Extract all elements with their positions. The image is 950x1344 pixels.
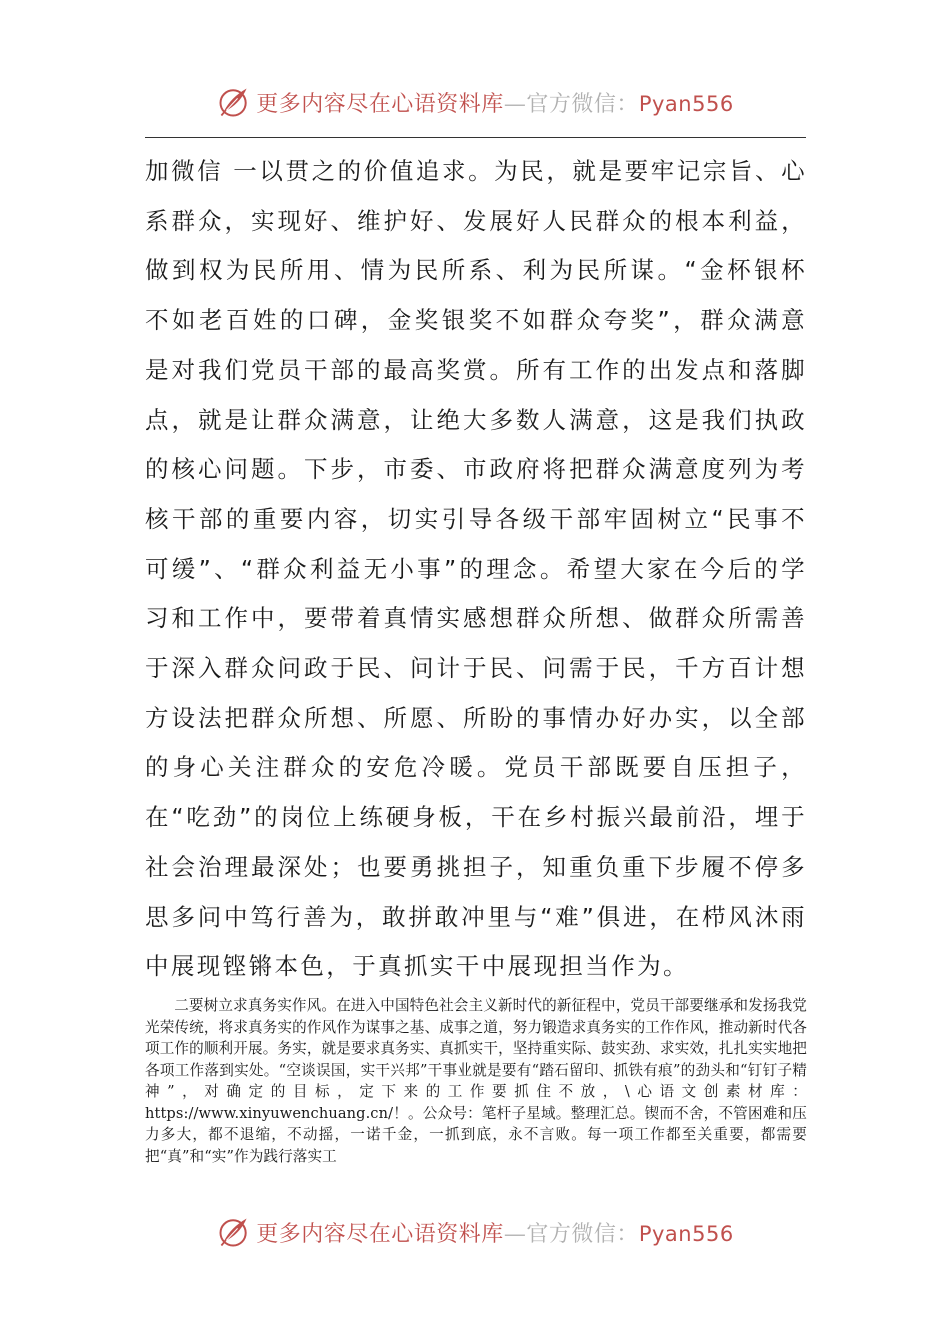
quill-pen-logo-icon bbox=[216, 84, 252, 120]
footer-banner bbox=[0, 1210, 950, 1254]
header-contact-label: 官方微信： bbox=[526, 91, 639, 117]
footer-contact-label: 官方微信： bbox=[526, 1221, 639, 1247]
header-separator: — bbox=[503, 91, 527, 117]
main-paragraph-small: 二要树立求真务实作风。在进入中国特色社会主义新时代的新征程中，党员干部要继承和发扬我党光荣传统，将求真务实的作风作为谋事之基、成事之道，努力锻造求真务实的工作作风，推动新时代各项工作的顺利开展。务实，就是要求真务实、真抓实干，坚持重实际、鼓实劲、求实效，扎扎实实地把各项工作落到实处。“空谈误国，实干兴邦”干事业就是要有“踏石留印、抓铁有痕”的劲头和“钉钉子精神”，对确定的目标，定下来的工作要抓住不放，\心语文创素材库：https://www.xinyuwenchuang.cn/！。公众号：笔杆子星域。整理汇总。锲而不舍，不管困难和压力多大，都不退缩，不动摇，一诺千金，一抓到底，永不言败。每一项工作都至关重要，都需要把“真”和“实”作为践行落实工 bbox=[145, 997, 807, 1165]
header-divider bbox=[145, 137, 806, 138]
header-text bbox=[256, 87, 733, 118]
footer-brand: 更多内容尽在心语资料库 bbox=[256, 1221, 504, 1247]
footer-separator: — bbox=[503, 1221, 527, 1247]
quill-pen-logo-icon bbox=[216, 1214, 252, 1250]
header-brand: 更多内容尽在心语资料库 bbox=[256, 91, 504, 117]
header-banner bbox=[0, 80, 950, 124]
header-wechat-id: Pyan556 bbox=[638, 91, 734, 116]
footer-text bbox=[256, 1217, 733, 1248]
footer-wechat-id: Pyan556 bbox=[638, 1221, 734, 1246]
main-paragraph-large: 加微信 一以贯之的价值追求。为民，就是要牢记宗旨、心系群众，实现好、维护好、发展好人民群众的根本利益，做到权为民所用、情为民所系、利为民所谋。“金杯银杯不如老百姓的口碑，金奖银奖不如群众夸奖”，群众满意是对我们党员干部的最高奖赏。所有工作的出发点和落脚点，就是让群众满意，让绝大多数人满意，这是我们执政的核心问题。下步，市委、市政府将把群众满意度列为考核干部的重要内容，切实引导各级干部牢固树立“民事不可缓”、“群众利益无小事”的理念。希望大家在今后的学习和工作中，要带着真情实感想群众所想、做群众所需善于深入群众问政于民、问计于民、问需于民，千方百计想方设法把群众所想、所愿、所盼的事情办好办实，以全部的身心关注群众的安危冷暖。党员干部既要自压担子，在“吃劲”的岗位上练硬身板，干在乡村振兴最前沿，埋于社会治理最深处；也要勇挑担子，知重负重下步履不停多思多问中笃行善为，敢拼敢冲里与“难”俱进，在栉风沐雨中展现铿锵本色，于真抓实干中展现担当作为。 bbox=[145, 157, 807, 981]
